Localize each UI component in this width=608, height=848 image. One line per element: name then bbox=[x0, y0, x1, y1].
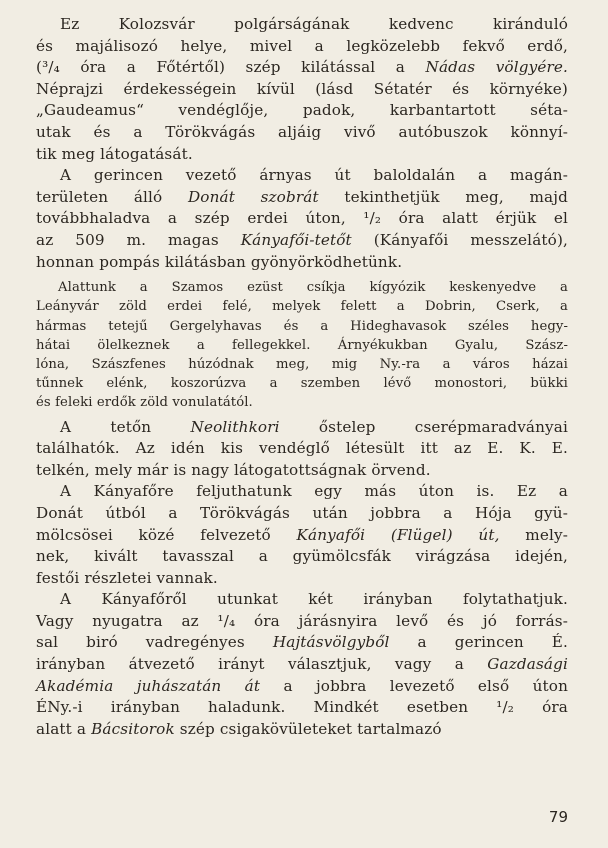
text-line bbox=[36, 481, 568, 503]
italic-term: Neolithkori bbox=[190, 417, 280, 436]
text-run: területen álló bbox=[36, 187, 188, 206]
text-run: a gerincen É. bbox=[389, 633, 569, 652]
text-run: utak és a Törökvágás aljáig vivő autóbuszok könnyí- bbox=[36, 122, 568, 141]
text-line bbox=[36, 589, 568, 611]
paragraph bbox=[36, 589, 568, 740]
text-line bbox=[36, 417, 568, 439]
text-run: Leányvár zöld erdei felé, melyek felett a Dobrin, Cserk, a bbox=[36, 299, 568, 315]
text-run: Alattunk a Szamos ezüst csíkja kígyózik keskenyedve a bbox=[58, 280, 568, 296]
italic-term: Bácsitorok bbox=[91, 719, 175, 738]
text-run: hármas tetejű Gergelyhavas és a Hideghavasok széles hegy- bbox=[36, 318, 568, 334]
text-run: (³/₄ óra a Főtértől) szép kilátással a bbox=[36, 58, 426, 77]
text-run: őstelep cserépmaradványai bbox=[279, 417, 568, 436]
text-line bbox=[36, 122, 568, 144]
text-run: Ez Kolozsvár polgárságának kedvenc kiránduló bbox=[60, 15, 568, 33]
italic-term: Kányafői (Flügel) út, bbox=[296, 525, 500, 544]
text-line bbox=[36, 676, 568, 698]
text-run: tűnnek elénk, koszorúzva a szemben lévő monostori, bükki bbox=[36, 376, 568, 392]
paragraph bbox=[36, 417, 568, 482]
text-line bbox=[36, 503, 568, 525]
text-run: mölcsösei közé felvezető bbox=[36, 525, 297, 544]
text-line bbox=[36, 525, 568, 547]
text-line bbox=[36, 393, 568, 412]
text-run: irányban átvezető irányt választjuk, vagy a bbox=[36, 655, 488, 674]
text-line bbox=[36, 57, 568, 79]
text-run: szép csigakövületeket tartalmazó bbox=[174, 719, 442, 738]
text-run: hátai ölelkeznek a fellegekkel. Árnyékukban Gyalu, Szász- bbox=[36, 337, 568, 353]
italic-term: Donát szobrát bbox=[187, 187, 319, 206]
text-run: festői részletei vannak. bbox=[36, 568, 218, 587]
text-line bbox=[36, 36, 568, 58]
text-line bbox=[36, 278, 568, 297]
text-run: A Kányafőről utunkat két irányban folytathatjuk. bbox=[60, 590, 568, 609]
page-number: 79 bbox=[548, 808, 568, 826]
paragraph bbox=[36, 14, 568, 165]
text-line bbox=[36, 654, 568, 676]
text-line bbox=[36, 187, 568, 209]
text-line bbox=[36, 208, 568, 230]
text-run: honnan pompás kilátásban gyönyörködhetünk. bbox=[36, 252, 403, 271]
text-body bbox=[36, 14, 568, 740]
text-line bbox=[36, 460, 568, 482]
text-line bbox=[36, 374, 568, 393]
text-run: és majálisozó helye, mivel a legközelebb fekvő erdő, bbox=[36, 36, 568, 55]
text-run: telkén, mely már is nagy látogatottságnak örvend. bbox=[36, 460, 431, 479]
text-line bbox=[36, 297, 568, 316]
text-run: a jobbra levezető első úton bbox=[260, 676, 569, 695]
text-run: tik meg látogatását. bbox=[36, 144, 193, 163]
text-run: (Kányafői messzelátó), bbox=[351, 230, 568, 249]
text-run: nek, kivált tavasszal a gyümölcsfák virágzása idején, bbox=[36, 547, 568, 566]
text-line bbox=[36, 230, 568, 252]
text-run: Donát útból a Törökvágás után jobbra a Hója gyü- bbox=[36, 503, 568, 522]
text-line bbox=[36, 611, 568, 633]
paragraph bbox=[36, 165, 568, 273]
text-line bbox=[36, 438, 568, 460]
text-line bbox=[36, 719, 568, 741]
text-run: mely- bbox=[499, 525, 569, 544]
text-line bbox=[36, 632, 568, 654]
text-run: sal biró vadregényes bbox=[36, 633, 273, 652]
paragraph bbox=[36, 481, 568, 589]
italic-term: Gazdasági bbox=[487, 655, 568, 674]
text-run: ÉNy.-i irányban haladunk. Mindkét esetben ¹/₂ óra bbox=[36, 698, 568, 717]
text-run: A gerincen vezető árnyas út baloldalán a magán- bbox=[60, 166, 568, 185]
text-line bbox=[36, 546, 568, 568]
italic-term: Hajtásvölgyből bbox=[272, 633, 390, 652]
text-line bbox=[36, 355, 568, 374]
text-run: az 509 m. magas bbox=[36, 230, 241, 249]
text-run: tekinthetjük meg, majd bbox=[318, 187, 568, 206]
italic-term: Akadémia juhászatán át bbox=[36, 676, 261, 695]
text-run: Vagy nyugatra az ¹/₄ óra járásnyira levő és jó forrás- bbox=[36, 611, 568, 630]
text-run: „Gaudeamus“ vendéglője, padok, karbantartott séta- bbox=[36, 101, 568, 120]
italic-term: Kányafői-tetőt bbox=[240, 230, 352, 249]
text-line bbox=[36, 336, 568, 355]
text-line bbox=[36, 100, 568, 122]
text-run: A tetőn bbox=[60, 417, 191, 436]
text-line bbox=[36, 79, 568, 101]
text-run: és feleki erdők zöld vonulatától. bbox=[36, 395, 253, 411]
text-run: alatt a bbox=[36, 719, 92, 738]
text-run: találhatók. Az idén kis vendéglő létesült itt az E. K. E. bbox=[36, 439, 568, 458]
small-print-paragraph bbox=[36, 278, 568, 412]
text-line bbox=[36, 568, 568, 590]
text-line bbox=[36, 144, 568, 166]
text-line bbox=[36, 165, 568, 187]
text-line bbox=[36, 317, 568, 336]
text-run: A Kányafőre feljuthatunk egy más úton is. Ez a bbox=[60, 482, 568, 501]
text-line bbox=[36, 14, 568, 36]
text-run: lóna, Szászfenes húzódnak meg, mig Ny.-ra a város házai bbox=[36, 356, 568, 372]
italic-term: Nádas völgyére. bbox=[425, 58, 568, 77]
text-run: továbbhaladva a szép erdei úton, ¹/₂ óra alatt érjük el bbox=[36, 209, 568, 228]
text-line bbox=[36, 697, 568, 719]
text-run: Néprajzi érdekességein kívül (lásd Sétatér és környéke) bbox=[36, 79, 568, 98]
text-line bbox=[36, 252, 568, 274]
